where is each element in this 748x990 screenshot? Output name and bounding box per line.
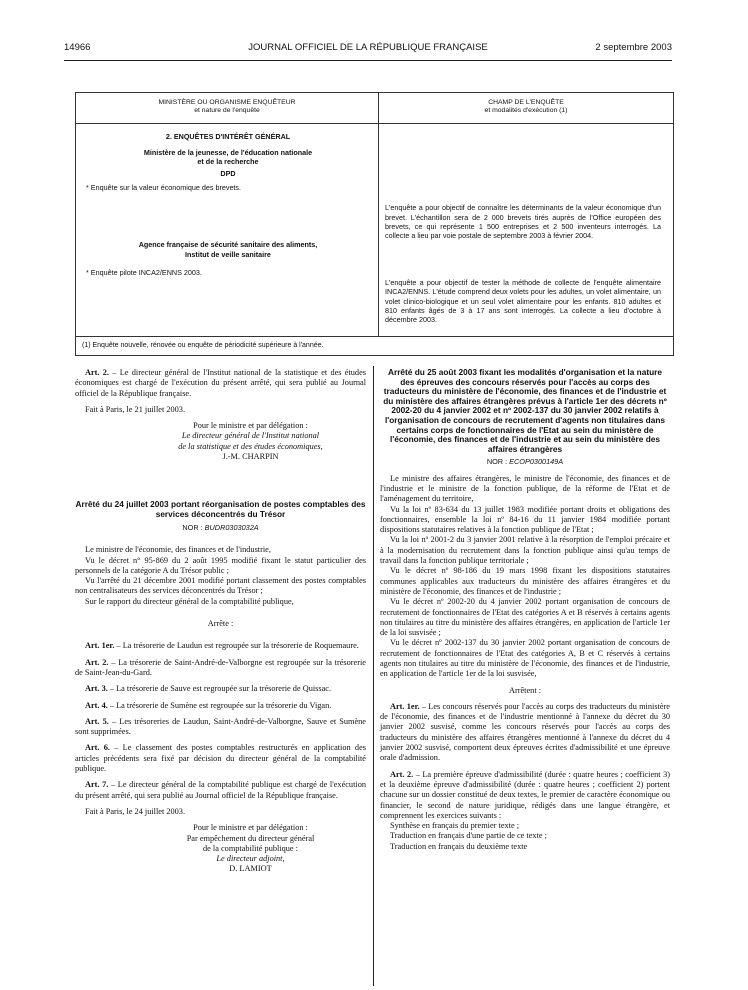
- agency-name-cont: Institut de veille sanitaire: [185, 249, 271, 259]
- nor-reference: [75, 523, 366, 533]
- article-text: – Les concours réservés pour l'accès au corps des traducteurs du ministère de l'économie, des finances et de l'industrie mentionné à l'annexe du décret du 30 janvier 2002 susvisé, comme les concours réservés pour l'accès au corps des traducteurs du ministère des affaires étrangères mentionné à l'annexe du décret du 4 janvier 2002 susvisé, comportent deux épreuves écrites d'admissibilité et une épreuve orale d'admission.: [380, 701, 670, 763]
- article-label: Art. 2.: [85, 368, 110, 377]
- article-paragraph: [75, 780, 366, 801]
- preamble-paragraph: Vu l'arrêté du 21 décembre 2001 modifié portant classement des postes comptables non centralisateurs des services déconcentrés du Trésor ;: [75, 576, 366, 596]
- article-text: – Le directeur général de la comptabilité publique est chargé de l'exécution du présent arrêté, qui sera publié au Journal officiel de la République française.: [75, 780, 366, 800]
- article-text: – Le classement des postes comptables restructurés en application des articles précédents sera fixé par décision du directeur général de la comptabilité publique.: [75, 743, 366, 774]
- survey-2-name: * Enquête pilote INCA2/ENNS 2003.: [86, 267, 202, 277]
- article-paragraph: [380, 702, 670, 764]
- signature-line: de la comptabilité publique :: [203, 843, 298, 853]
- article-label: Art. 7.: [85, 780, 109, 790]
- article-label: Art. 2.: [390, 769, 414, 779]
- table-header-col1: [76, 93, 379, 124]
- arretent-heading: Arrêtent :: [508, 685, 542, 695]
- article-label: Art. 1er.: [85, 641, 115, 651]
- table-footnote: (1) Enquête nouvelle, rénovée ou enquête de périodicité supérieure à l'année.: [76, 337, 674, 355]
- article-2-paragraph: [75, 368, 366, 399]
- list-item: Traduction en français d'une partie de ce texte ;: [390, 831, 547, 841]
- survey-1-name: * Enquête sur la valeur économique des brevets.: [86, 183, 242, 193]
- preamble-paragraph: Sur le rapport du directeur général de la comptabilité publique,: [85, 596, 294, 606]
- preamble-paragraph: Vu le décret nº 98-186 du 19 mars 1998 fixant les dispositions statutaires communes applicables aux traducteurs du ministère des affaires étrangères et du ministère de l'économie, des finances et de l'industrie ;: [380, 566, 670, 596]
- article-text: – La trésorerie de Laudun est regroupée sur la trésorerie de Roquemaure.: [114, 641, 359, 651]
- signatory-name: D. LAMIOT: [229, 864, 272, 874]
- survey-table: [75, 92, 674, 356]
- nor-reference: [380, 457, 670, 467]
- ministry-name-cont: et de la recherche: [197, 156, 259, 166]
- journal-title: JOURNAL OFFICIEL DE LA RÉPUBLIQUE FRANÇAISE: [248, 42, 488, 53]
- preamble-paragraph: Vu la loi nº 2001-2 du 3 janvier 2001 relative à la résorption de l'emploi précaire et à la modernisation du recrutement dans la fonction publique ainsi qu'au temps de travail dans la fonction publique territoriale ;: [380, 535, 670, 566]
- article-text: – La première épreuve d'admissibilité (durée : quatre heures ; coefficient 3) et la deuxième épreuve d'admissibilité (durée : quatre heures ; coefficient 2) portent chacune sur un dossier constitué de deux textes, le premier de caractère économique ou financier, le second de nature juridique, rédigés dans une langue étrangère, et comprennent les exercices suivants :: [380, 769, 670, 820]
- article-paragraph: [75, 684, 366, 694]
- signature-line: Pour le ministre et par délégation :: [193, 421, 308, 431]
- table-right-cell: [379, 124, 674, 337]
- nor-code: ECOP0300149A: [509, 457, 564, 467]
- preamble-paragraph: Le ministre des affaires étrangères, le ministre de l'économie, des finances et de l'industrie et le ministre de la fonction publique, de la réforme de l'Etat et de l'aménagement du territoire,: [380, 473, 670, 504]
- article-label: Art. 3.: [85, 684, 108, 694]
- decree-title: Arrêté du 25 août 2003 fixant les modalités d'organisation et la nature des épreuves des concours réservés pour l'accès au corps des traducteurs du ministère de l'économie, des finances et de l'industrie et du ministère des affaires étrangères prévus à l'article 1er des décrets nº 2002-20 du 4 janvier 2002 et nº 2002-137 du 30 janvier 2002 relatifs à l'organisation de concours de recrutement d'agents non titulaires dans certains corps de fonctionnaires de l'Etat au sein du ministère de l'économie, des finances et de l'industrie et au sein du ministère des affaires étrangères: [383, 367, 667, 454]
- article-paragraph: [75, 743, 366, 774]
- signature-line: Pour le ministre et par délégation :: [193, 823, 308, 833]
- list-item: Synthèse en français du premier texte ;: [390, 821, 520, 831]
- col1-header-subtitle: et nature de l'enquête: [194, 107, 260, 115]
- right-column: [380, 368, 670, 852]
- col1-header-title: MINISTÈRE OU ORGANISME ENQUÊTEUR: [158, 99, 296, 106]
- preamble-paragraph: Vu le décret n° 95-869 du 2 août 1995 modifié fixant le statut particulier des personnels de la catégorie A du Trésor public ;: [75, 555, 366, 575]
- article-label: Art. 5.: [85, 716, 109, 726]
- signatory-name: J.-M. CHARPIN: [222, 452, 279, 462]
- col2-header-title: CHAMP DE L'ENQUÊTE: [488, 99, 564, 106]
- article-paragraph: [75, 701, 366, 711]
- survey-1-description: L'enquête a pour objectif de connaître les déterminants de la valeur économique d'un brevet. L'échantillon sera de 2 000 brevets tirés auprès de l'Office européen des brevets, ce qui représente 1 500 entreprises et 2 500 inventeurs interrogés. La collecte a lieu par voie postale de septembre 2003 à février 2004.: [385, 203, 661, 241]
- article-label: Art. 4.: [85, 700, 108, 710]
- article-label: Art. 6.: [85, 743, 110, 753]
- header-rule: [64, 60, 672, 61]
- department: DPD: [220, 169, 236, 179]
- article-paragraph: [75, 641, 366, 651]
- survey-2-description: L'enquête a pour objectif de tester la méthode de collecte de l'enquête alimentaire INCA2/ENNS. L'étude comprend deux volets pour les adultes, un volet alimentaire, un volet clinico-biologique et un seul volet alimentaire pour les enfants. 810 adultes et 810 enfants âgés de 3 à 17 ans sont interrogés. La collecte a lieu d'octobre à décembre 2003.: [385, 278, 661, 325]
- decree-title: Arrêté du 24 juillet 2003 portant réorganisation de postes comptables des services déconcentrés du Trésor: [75, 499, 366, 520]
- signature-line: de la statistique et des études économiques,: [178, 441, 323, 451]
- preamble-paragraph: Vu le décret nº 2002-137 du 30 janvier 2002 portant organisation de concours de recrutement de fonctionnaires de l'Etat des catégories A, B et C réservés à certains agents non titulaires au titre du ministère de l'économie, des finances et de l'industrie, en application de l'article 1er de la loi susvisée,: [380, 638, 670, 679]
- article-label: Art. 1er.: [390, 701, 420, 711]
- nor-label: NOR :: [486, 457, 510, 467]
- done-at: Fait à Paris, le 24 juillet 2003.: [85, 806, 186, 816]
- table-left-cell: [76, 124, 379, 337]
- preamble-paragraph: Vu la loi nº 83-634 du 13 juillet 1983 modifiée portant droits et obligations des fonctionnaires, ensemble la loi nº 84-16 du 11 janvier 1984 modifiée portant dispositions statutaires relatives à la fonction publique de l'Etat ;: [380, 504, 670, 535]
- article-text: – Les trésoreries de Laudun, Saint-André-de-Valborgne, Sauve et Sumène sont supprimées.: [75, 716, 366, 737]
- article-paragraph: [75, 658, 366, 679]
- signature-block-2: [135, 823, 366, 874]
- ministry-name: Ministère de la jeunesse, de l'éducation nationale: [143, 147, 313, 157]
- article-text: – Le directeur général de l'Institut national de la statistique et des études économiques est chargé de l'exécution du présent arrêté, qui sera publié au Journal officiel de la République française.: [75, 368, 366, 398]
- nor-code: BUDR0303032A: [204, 522, 259, 532]
- article-text: – La trésorerie de Saint-André-de-Valborgne est regroupée sur la trésorerie de Saint-Jean-du-Gard.: [75, 657, 366, 677]
- list-item: Traduction en français du deuxième texte: [390, 841, 528, 851]
- agency-name: Agence française de sécurité sanitaire des aliments,: [138, 240, 318, 250]
- table-header-col2: [379, 93, 674, 124]
- arrete-heading: Arrête :: [207, 619, 234, 629]
- col2-header-subtitle: et modalités d'exécution (1): [484, 107, 568, 115]
- article-text: – La trésorerie de Sauve est regroupée sur la trésorerie de Quissac.: [107, 684, 332, 694]
- signature-line: Le directeur adjoint,: [216, 854, 285, 864]
- issue-date: 2 septembre 2003: [595, 42, 672, 53]
- article-paragraph: [380, 770, 670, 821]
- section-title: 2. ENQUÊTES D'INTÉRÊT GÉNÉRAL: [165, 132, 291, 142]
- article-text: – La trésorerie de Sumène est regroupée sur la trésorerie du Vigan.: [107, 700, 332, 710]
- article-label: Art. 2.: [85, 657, 109, 667]
- article-paragraph: [75, 717, 366, 738]
- column-separator: [373, 366, 374, 986]
- done-at: Fait à Paris, le 21 juillet 2003.: [85, 404, 186, 414]
- signature-block-1: [135, 421, 366, 462]
- preamble-paragraph: Vu le décret nº 2002-20 du 4 janvier 2002 portant organisation de concours de recrutement de fonctionnaires de l'Etat des catégories A et B réservés à certains agents non titulaires au titre du ministère des affaires étrangères, en application de l'article 1er de la loi susvisée ;: [380, 597, 670, 638]
- signature-line: Le directeur général de l'Institut national: [181, 431, 320, 441]
- nor-label: NOR :: [182, 522, 205, 532]
- left-column: [75, 368, 366, 875]
- preamble-paragraph: Le ministre de l'économie, des finances et de l'industrie,: [85, 545, 271, 555]
- signature-line: Par empêchement du directeur général: [186, 833, 315, 843]
- page-number: 14966: [64, 42, 91, 53]
- page-header: [64, 42, 672, 56]
